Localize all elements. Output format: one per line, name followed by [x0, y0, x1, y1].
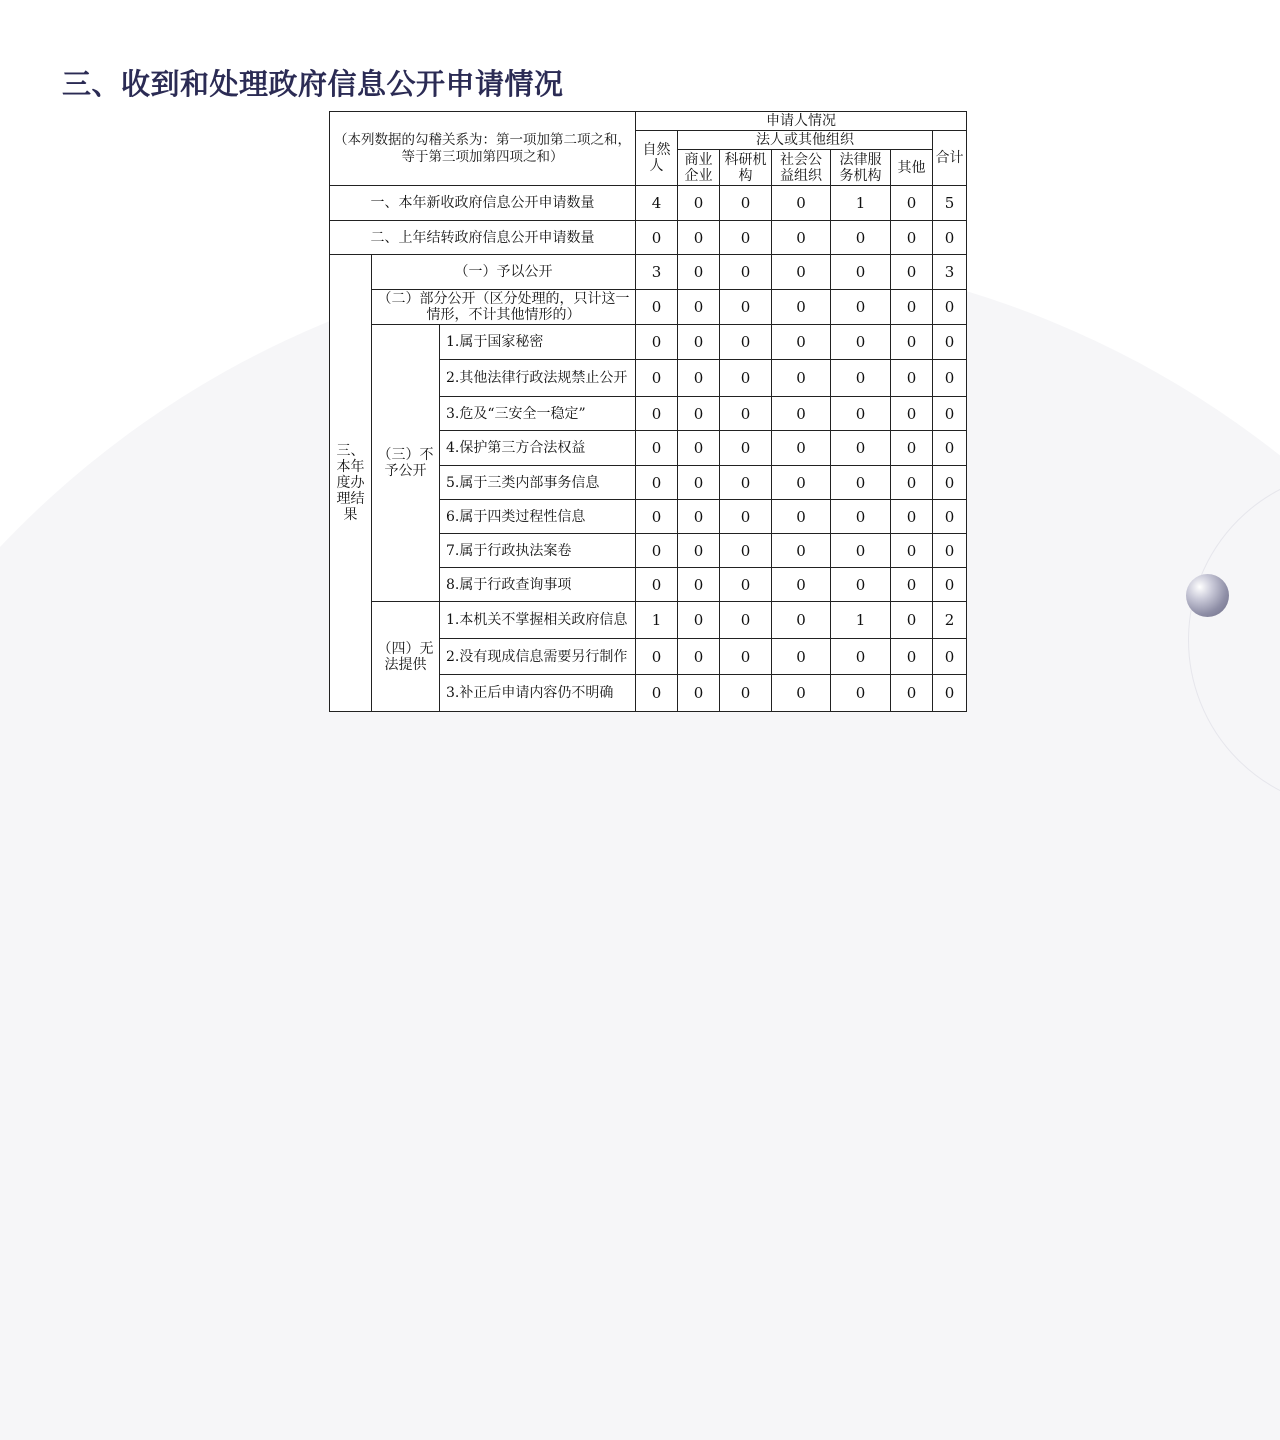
- value-cell: 0: [891, 500, 933, 534]
- row-label: 1.属于国家秘密: [440, 325, 636, 360]
- result-group-label: 三、本年度办理结果: [330, 255, 372, 712]
- value-cell: 0: [772, 675, 831, 712]
- header-org-type: 其他: [891, 150, 933, 186]
- decorative-orb: [1186, 574, 1229, 617]
- value-cell: 0: [891, 255, 933, 290]
- value-cell: 1: [831, 602, 891, 639]
- table-row: [330, 186, 967, 221]
- value-cell: 0: [636, 397, 678, 431]
- value-cell: 0: [891, 325, 933, 360]
- row-label: 一、本年新收政府信息公开申请数量: [330, 186, 636, 221]
- row-label: 3.补正后申请内容仍不明确: [440, 675, 636, 712]
- value-cell: 0: [636, 360, 678, 397]
- value-cell: 0: [772, 466, 831, 500]
- value-cell: 4: [636, 186, 678, 221]
- value-cell: 0: [720, 568, 772, 602]
- table-row: [330, 602, 967, 639]
- value-cell: 0: [831, 325, 891, 360]
- row-label: 7.属于行政执法案卷: [440, 534, 636, 568]
- value-cell: 0: [720, 360, 772, 397]
- value-cell: 0: [678, 602, 720, 639]
- value-cell: 0: [678, 255, 720, 290]
- value-cell: 0: [891, 431, 933, 466]
- value-cell: 0: [933, 290, 967, 325]
- value-cell: 0: [891, 186, 933, 221]
- value-cell: 0: [831, 568, 891, 602]
- value-cell: 0: [636, 534, 678, 568]
- value-cell: 0: [636, 290, 678, 325]
- value-cell: 0: [891, 397, 933, 431]
- value-cell: 0: [831, 397, 891, 431]
- table-row: [330, 221, 967, 255]
- value-cell: 0: [720, 466, 772, 500]
- value-cell: 0: [720, 639, 772, 675]
- header-org-type: 社会公益组织: [772, 150, 831, 186]
- value-cell: 0: [720, 325, 772, 360]
- value-cell: 0: [933, 500, 967, 534]
- value-cell: 0: [678, 675, 720, 712]
- value-cell: 0: [678, 397, 720, 431]
- value-cell: 0: [720, 221, 772, 255]
- value-cell: 0: [720, 675, 772, 712]
- value-cell: 0: [678, 534, 720, 568]
- value-cell: 0: [678, 431, 720, 466]
- row-label: （一）予以公开: [372, 255, 636, 290]
- value-cell: 0: [772, 255, 831, 290]
- value-cell: 0: [772, 602, 831, 639]
- value-cell: 0: [933, 431, 967, 466]
- value-cell: 0: [678, 500, 720, 534]
- value-cell: 0: [678, 221, 720, 255]
- table-note: （本列数据的勾稽关系为：第一项加第二项之和，等于第三项加第四项之和）: [330, 112, 636, 186]
- table-row: [330, 290, 967, 325]
- value-cell: 0: [891, 466, 933, 500]
- table-row: [330, 255, 967, 290]
- value-cell: 0: [678, 639, 720, 675]
- value-cell: 0: [933, 325, 967, 360]
- value-cell: 0: [678, 568, 720, 602]
- value-cell: 0: [933, 221, 967, 255]
- value-cell: 0: [831, 221, 891, 255]
- value-cell: 0: [933, 639, 967, 675]
- value-cell: 3: [933, 255, 967, 290]
- value-cell: 0: [891, 360, 933, 397]
- value-cell: 0: [636, 221, 678, 255]
- value-cell: 0: [636, 466, 678, 500]
- value-cell: 0: [933, 360, 967, 397]
- value-cell: 0: [636, 325, 678, 360]
- value-cell: 0: [891, 290, 933, 325]
- value-cell: 0: [831, 500, 891, 534]
- header-legal-org: 法人或其他组织: [678, 131, 933, 150]
- value-cell: 0: [891, 602, 933, 639]
- value-cell: 0: [772, 325, 831, 360]
- header-applicant-situation: 申请人情况: [636, 112, 967, 131]
- value-cell: 0: [678, 360, 720, 397]
- row-label: 6.属于四类过程性信息: [440, 500, 636, 534]
- value-cell: 1: [831, 186, 891, 221]
- value-cell: 0: [933, 466, 967, 500]
- value-cell: 0: [720, 255, 772, 290]
- value-cell: 0: [891, 675, 933, 712]
- value-cell: 0: [636, 568, 678, 602]
- value-cell: 0: [891, 534, 933, 568]
- value-cell: 1: [636, 602, 678, 639]
- header-row-1: [330, 112, 967, 131]
- value-cell: 0: [831, 360, 891, 397]
- value-cell: 0: [831, 639, 891, 675]
- value-cell: 0: [933, 397, 967, 431]
- row-label: 1.本机关不掌握相关政府信息: [440, 602, 636, 639]
- header-total: 合计: [933, 131, 967, 186]
- value-cell: 0: [720, 500, 772, 534]
- value-cell: 0: [720, 431, 772, 466]
- unable-to-provide-label: （四）无法提供: [372, 602, 440, 712]
- value-cell: 0: [636, 500, 678, 534]
- value-cell: 0: [678, 186, 720, 221]
- value-cell: 0: [772, 500, 831, 534]
- value-cell: 0: [772, 397, 831, 431]
- row-label: 8.属于行政查询事项: [440, 568, 636, 602]
- value-cell: 0: [933, 568, 967, 602]
- value-cell: 0: [831, 255, 891, 290]
- disclosure-request-table: [329, 111, 967, 712]
- value-cell: 0: [831, 431, 891, 466]
- value-cell: 0: [891, 221, 933, 255]
- value-cell: 0: [772, 568, 831, 602]
- value-cell: 3: [636, 255, 678, 290]
- value-cell: 0: [720, 290, 772, 325]
- value-cell: 0: [678, 290, 720, 325]
- value-cell: 0: [636, 675, 678, 712]
- value-cell: 0: [831, 466, 891, 500]
- value-cell: 0: [891, 568, 933, 602]
- value-cell: 0: [831, 675, 891, 712]
- value-cell: 0: [772, 221, 831, 255]
- value-cell: 0: [933, 675, 967, 712]
- value-cell: 0: [636, 639, 678, 675]
- value-cell: 5: [933, 186, 967, 221]
- header-org-type: 商业企业: [678, 150, 720, 186]
- header-natural-person: 自然人: [636, 131, 678, 186]
- header-org-type: 法律服务机构: [831, 150, 891, 186]
- not-disclosed-label: （三）不予公开: [372, 325, 440, 602]
- value-cell: 0: [772, 639, 831, 675]
- row-label: 4.保护第三方合法权益: [440, 431, 636, 466]
- value-cell: 0: [720, 397, 772, 431]
- value-cell: 0: [720, 186, 772, 221]
- value-cell: 0: [772, 290, 831, 325]
- value-cell: 0: [772, 360, 831, 397]
- table-row: [330, 325, 967, 360]
- value-cell: 0: [678, 325, 720, 360]
- value-cell: 0: [891, 639, 933, 675]
- value-cell: 2: [933, 602, 967, 639]
- row-label: 二、上年结转政府信息公开申请数量: [330, 221, 636, 255]
- value-cell: 0: [678, 466, 720, 500]
- row-label: 2.其他法律行政法规禁止公开: [440, 360, 636, 397]
- row-label: 2.没有现成信息需要另行制作: [440, 639, 636, 675]
- value-cell: 0: [933, 534, 967, 568]
- value-cell: 0: [831, 290, 891, 325]
- page-title: 三、收到和处理政府信息公开申请情况: [62, 67, 564, 101]
- row-label: （二）部分公开（区分处理的，只计这一情形，不计其他情形的）: [372, 290, 636, 325]
- value-cell: 0: [831, 534, 891, 568]
- value-cell: 0: [720, 602, 772, 639]
- row-label: 5.属于三类内部事务信息: [440, 466, 636, 500]
- value-cell: 0: [772, 186, 831, 221]
- value-cell: 0: [720, 534, 772, 568]
- value-cell: 0: [772, 431, 831, 466]
- header-org-type: 科研机构: [720, 150, 772, 186]
- value-cell: 0: [772, 534, 831, 568]
- value-cell: 0: [636, 431, 678, 466]
- row-label: 3.危及“三安全一稳定”: [440, 397, 636, 431]
